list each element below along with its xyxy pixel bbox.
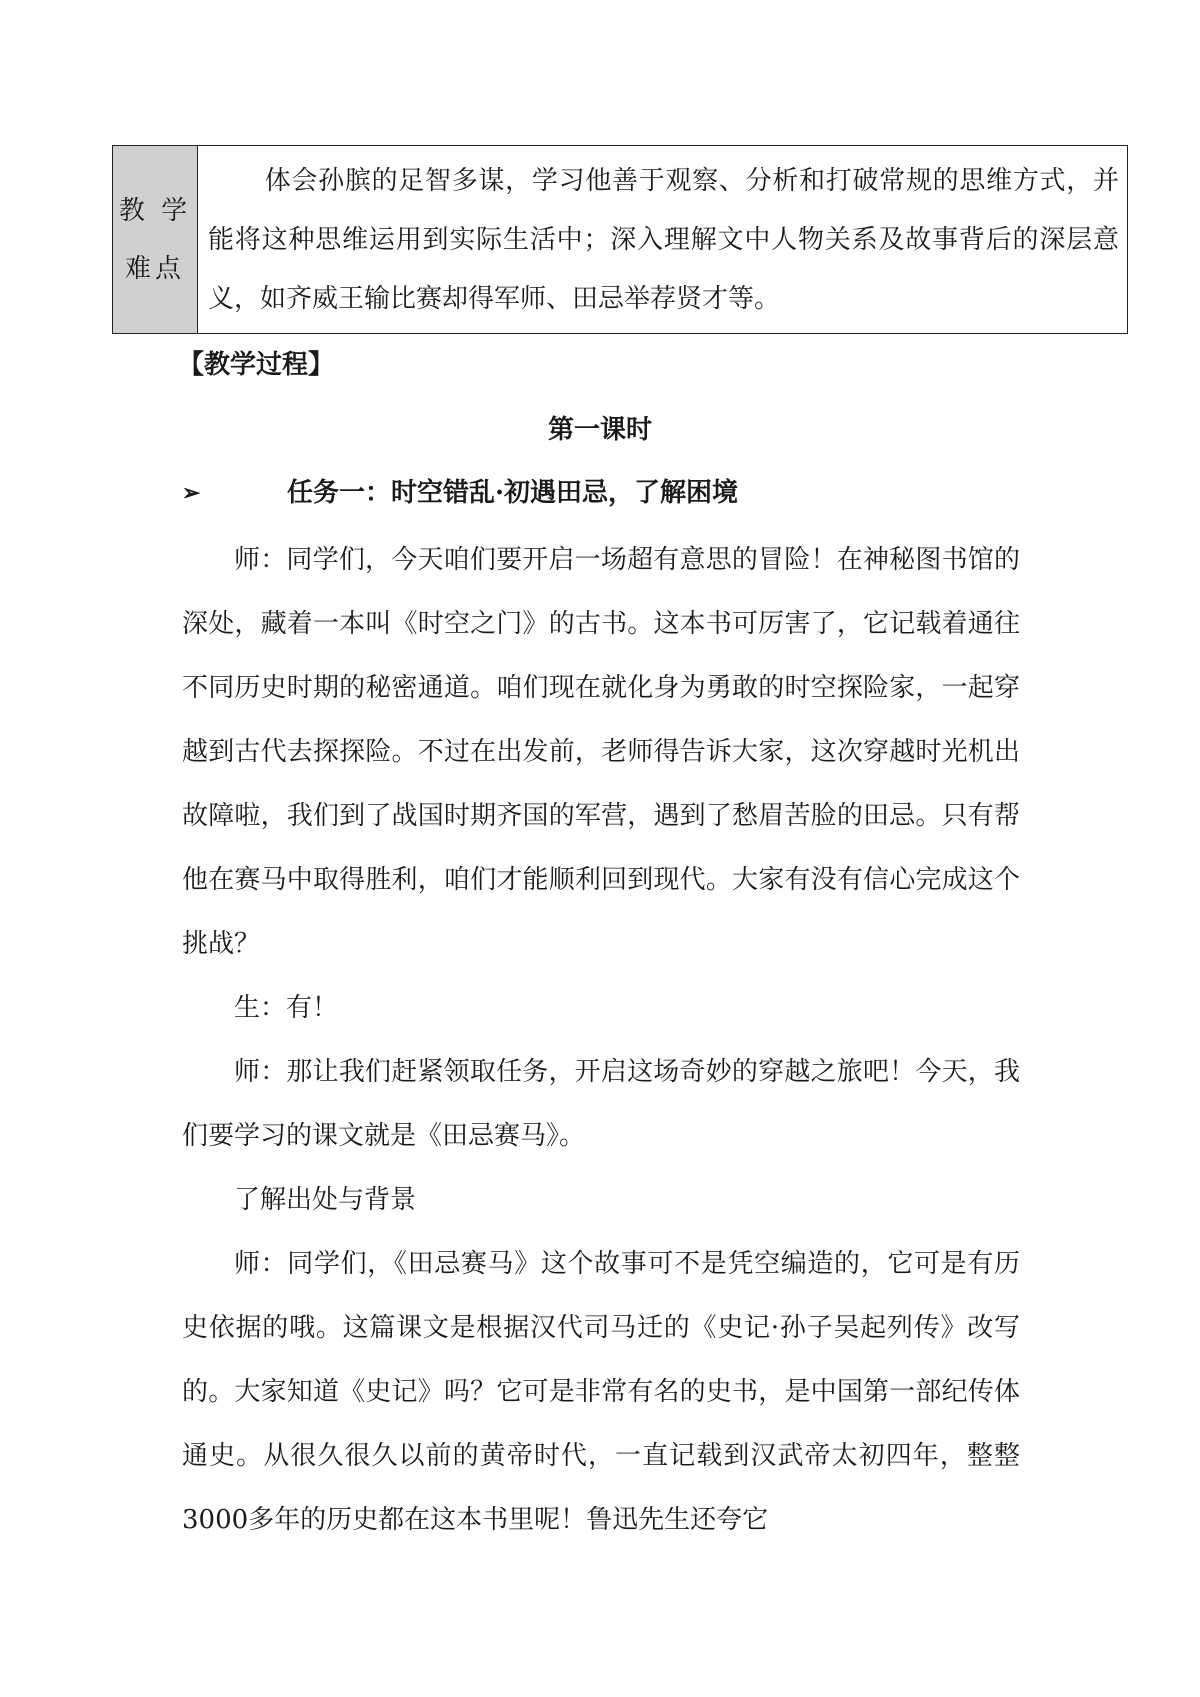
teaching-difficulty-table (112, 145, 1128, 334)
paragraph: 师：那让我们赶紧领取任务，开启这场奇妙的穿越之旅吧！今天，我们要学习的课文就是《田忌赛马》。 (182, 1057, 1020, 1151)
paragraph: 师：同学们，今天咱们要开启一场超有意思的冒险！在神秘图书馆的深处，藏着一本叫《时空之门》的古书。这本书可厉害了，它记载着通往不同历史时期的秘密通道。咱们现在就化身为勇敢的时空探险家，一起穿越到古代去探探险。不过在出发前，老师得告诉大家，这次穿越时光机出故障啦，我们到了战国时期齐国的军营，遇到了愁眉苦脸的田忌。只有帮他在赛马中取得胜利，咱们才能顺利回到现代。大家有没有信心完成这个挑战？ (182, 545, 1020, 959)
table-content-text: 体会孙膑的足智多谋，学习他善于观察、分析和打破常规的思维方式，并能将这种思维运用到实际生活中；深入理解文中人物关系及故事背后的深层意义，如齐威王输比赛却得军师、田忌举荐贤才等。 (208, 166, 1119, 314)
arrow-bullet-icon: ➢ (182, 480, 201, 506)
section-title: 【教学过程】 (178, 350, 335, 380)
lesson-title: 第一课时 (547, 415, 652, 445)
task-heading (182, 473, 738, 513)
paragraph: 了解出处与背景 (234, 1185, 417, 1215)
task-title: 任务一：时空错乱·初遇田忌，了解困境 (287, 478, 739, 508)
paragraph: 生：有！ (234, 993, 339, 1023)
paragraph: 师：同学们，《田忌赛马》这个故事可不是凭空编造的，它可是有历史依据的哦。这篇课文是根据汉代司马迁的《史记·孙子吴起列传》改写的。大家知道《史记》吗？它可是非常有名的史书，是中国第一部纪传体通史。从很久很久以前的黄帝时代，一直记载到汉武帝太初四年，整整3000多年的历史都在这本书里呢！鲁迅先生还夸它 (182, 1249, 1020, 1535)
table-content-cell (198, 146, 1127, 333)
body-text (182, 528, 1020, 1552)
table-label-cell (113, 146, 198, 333)
table-label-line1: 教 学 (118, 195, 192, 226)
table-label-line2: 难点 (124, 253, 185, 284)
